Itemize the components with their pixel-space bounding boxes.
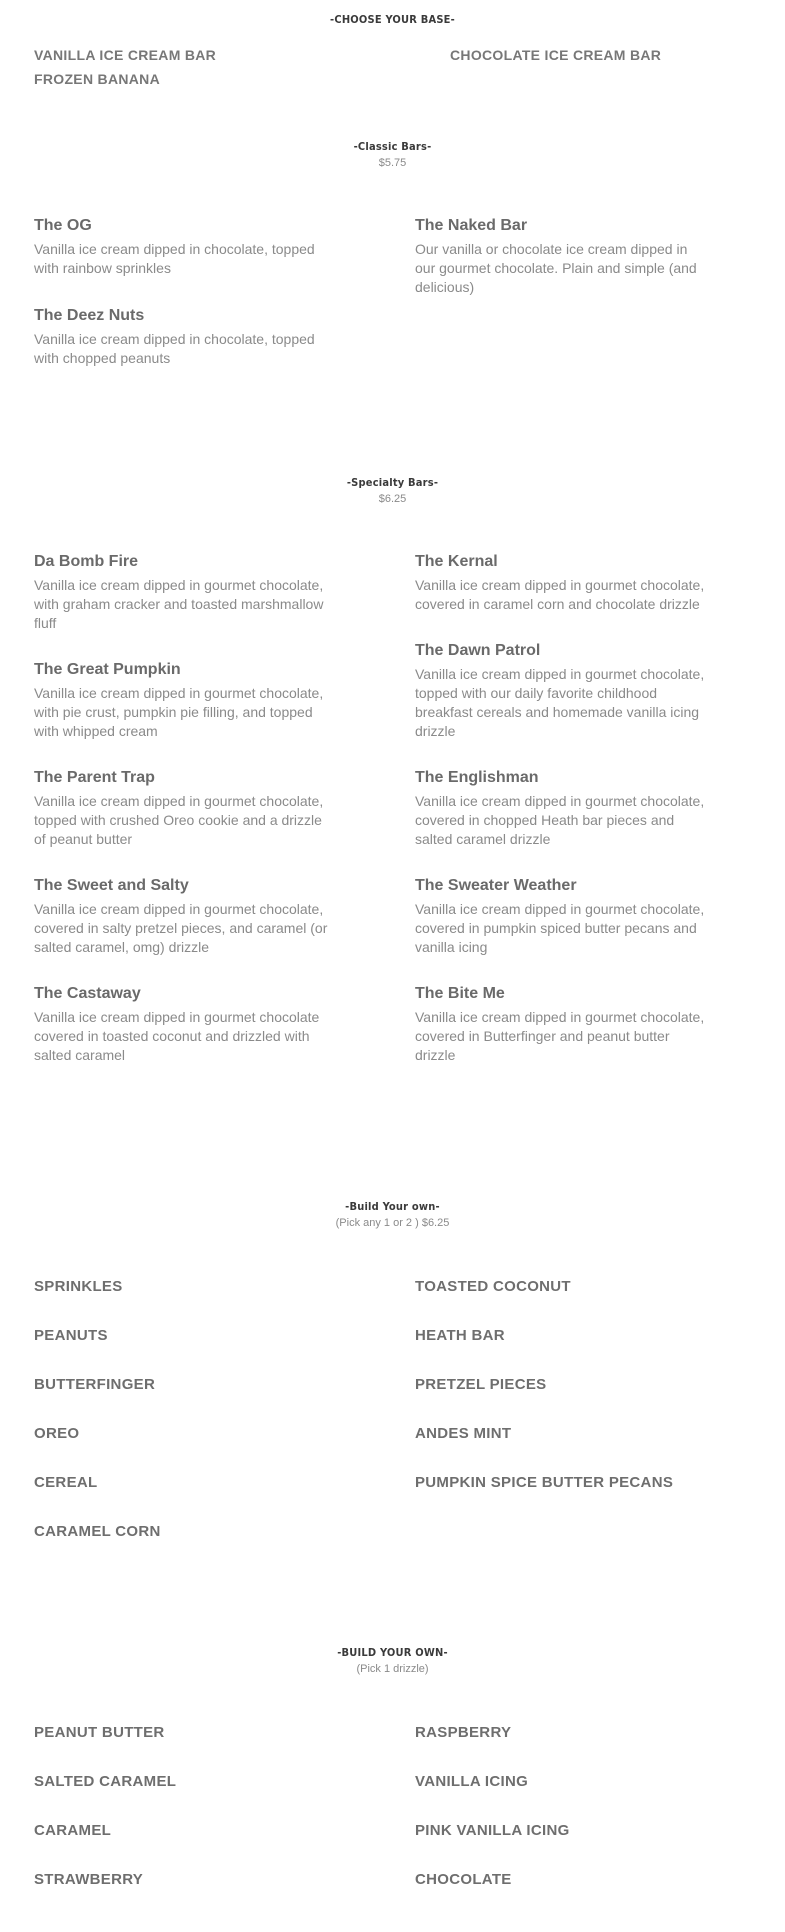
menu-item-description: Our vanilla or chocolate ice cream dipped in our gourmet chocolate. Plain and simple (and delicious) [415,241,697,295]
menu-item [34,216,329,278]
menu-item-description: Vanilla ice cream dipped in gourmet chocolate, covered in Butterfinger and peanut butter drizzle [415,1009,705,1063]
menu-item-name: The Kernal [415,553,498,570]
menu-item-name: The Castaway [34,985,141,1002]
menu-item-name: The OG [34,217,92,234]
menu-item-name: The Sweet and Salty [34,877,189,894]
menu-item-name: The Englishman [415,769,539,786]
menu-item [34,552,329,633]
menu-item-name: The Naked Bar [415,217,528,234]
menu-item-description: Vanilla ice cream dipped in chocolate, topped with rainbow sprinkles [34,241,315,276]
menu-item-description: Vanilla ice cream dipped in gourmet chocolate, covered in chopped Heath bar pieces and salted caramel drizzle [415,793,705,847]
menu-item-name: The Sweater Weather [415,877,577,894]
menu-item-name: The Parent Trap [34,769,155,786]
base-option-frozen-banana: FROZEN BANANA [34,71,161,87]
specialty-section-title: -Specialty Bars- [346,476,439,489]
menu-item-description: Vanilla ice cream dipped in gourmet chocolate, with graham cracker and toasted marshmallow fluff [34,577,324,631]
topping-option: ANDES MINT [415,1425,512,1442]
topping-option: PRETZEL PIECES [415,1376,547,1393]
classic-section-title: -Classic Bars- [353,140,432,153]
menu-item [34,876,329,957]
drizzle-option: CARAMEL [34,1822,112,1839]
specialty-right-column [415,552,710,1065]
menu-item [415,641,710,741]
drizzle-option: PEANUT BUTTER [34,1724,165,1741]
menu-item [415,768,710,849]
menu-item-name: Da Bomb Fire [34,553,139,570]
topping-option: BUTTERFINGER [34,1376,156,1393]
menu-item-description: Vanilla ice cream dipped in chocolate, topped with chopped peanuts [34,331,315,366]
menu-item-description: Vanilla ice cream dipped in gourmet chocolate covered in toasted coconut and drizzled with salted caramel [34,1009,320,1063]
menu-item-description: Vanilla ice cream dipped in gourmet chocolate, covered in pumpkin spiced butter pecans and vanilla icing [415,901,705,955]
topping-option: SPRINKLES [34,1278,123,1295]
drizzle-option: CHOCOLATE [415,1871,512,1888]
topping-option: PUMPKIN SPICE BUTTER PECANS [415,1474,674,1491]
topping-option: HEATH BAR [415,1327,505,1344]
build-drizzle-section-title: -BUILD YOUR OWN- [337,1646,448,1659]
menu-item [34,660,329,741]
drizzle-option: SALTED CARAMEL [34,1773,177,1790]
menu-item [415,984,710,1065]
classic-right-column [415,216,710,297]
topping-option: OREO [34,1425,80,1442]
menu-item-description: Vanilla ice cream dipped in gourmet chocolate, covered in caramel corn and chocolate drizzle [415,577,705,612]
menu-item [415,216,710,297]
menu-item [34,984,329,1065]
menu-item [34,306,329,368]
menu-item-name: The Dawn Patrol [415,642,541,659]
base-section-title: -CHOOSE YOUR BASE- [330,13,455,26]
menu-item [415,876,710,957]
base-option-chocolate: CHOCOLATE ICE CREAM BAR [450,47,662,63]
menu-item-description: Vanilla ice cream dipped in gourmet chocolate, topped with our daily favorite childhood breakfast cereals and homemade vanilla icing drizzle [415,666,705,739]
menu-item-name: The Bite Me [415,985,505,1002]
topping-option: TOASTED COCONUT [415,1278,571,1295]
specialty-price: $6.25 [378,493,407,505]
build-drizzle-subtitle: (Pick 1 drizzle) [356,1663,429,1675]
base-option-vanilla: VANILLA ICE CREAM BAR [34,47,217,63]
build-toppings-section-title: -Build Your own- [345,1200,440,1213]
menu-item [34,768,329,849]
specialty-left-column [34,552,329,1065]
drizzle-option: STRAWBERRY [34,1871,144,1888]
topping-option: CARAMEL CORN [34,1523,161,1540]
drizzle-option: PINK VANILLA ICING [415,1822,570,1839]
menu-item [415,552,710,614]
topping-option: PEANUTS [34,1327,108,1344]
menu-item-description: Vanilla ice cream dipped in gourmet chocolate, topped with crushed Oreo cookie and a drizzle of peanut butter [34,793,324,847]
build-toppings-subtitle: (Pick any 1 or 2 ) $6.25 [335,1217,450,1229]
topping-option: CEREAL [34,1474,98,1491]
menu-item-description: Vanilla ice cream dipped in gourmet chocolate, covered in salty pretzel pieces, and caramel (or salted caramel, omg) drizzle [34,901,328,955]
menu-item-name: The Deez Nuts [34,307,145,324]
classic-left-column [34,216,329,368]
menu-item-description: Vanilla ice cream dipped in gourmet chocolate, with pie crust, pumpkin pie filling, and topped with whipped cream [34,685,324,739]
drizzle-option: VANILLA ICING [415,1773,529,1790]
drizzle-option: RASPBERRY [415,1724,512,1741]
classic-price: $5.75 [378,157,407,169]
menu-item-name: The Great Pumpkin [34,661,181,678]
